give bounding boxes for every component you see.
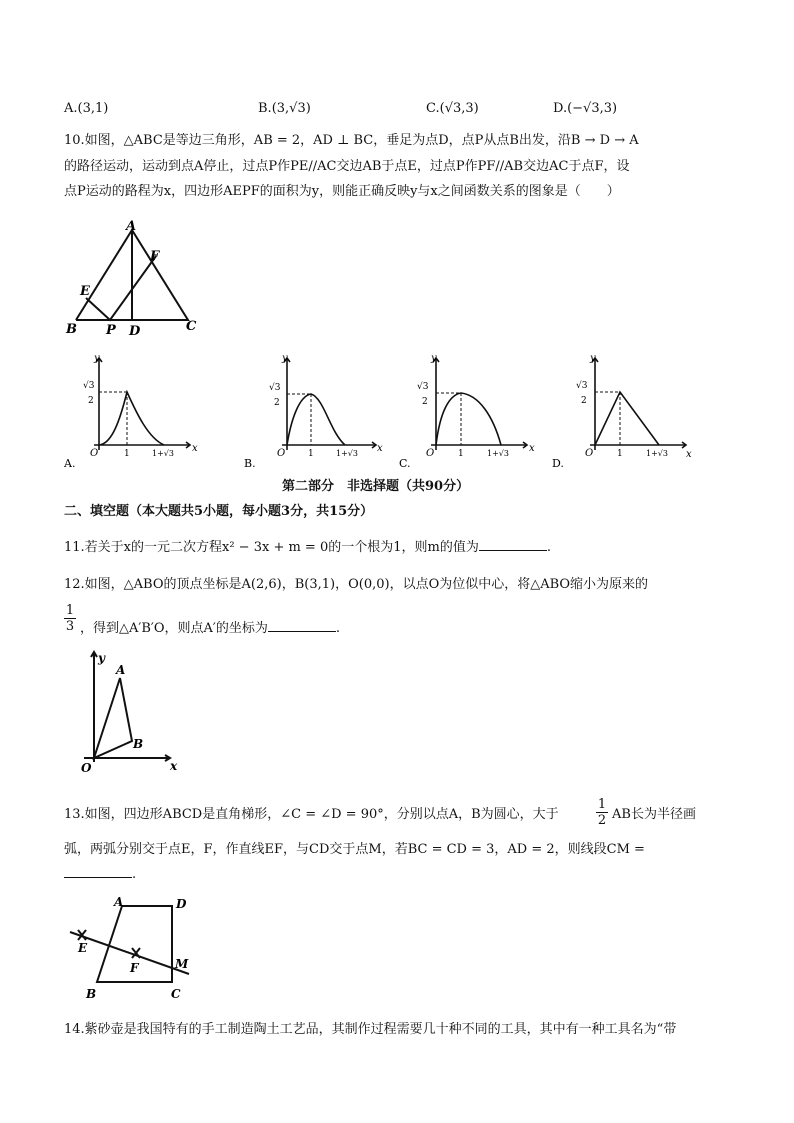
svg-text:B: B	[133, 737, 144, 751]
fill-in-heading: 二、填空题（本大题共5小题，每小题3分，共15分）	[64, 504, 374, 519]
q10-graph-a	[64, 350, 204, 472]
svg-text:y: y	[282, 353, 288, 364]
q10-graph-b	[244, 350, 384, 472]
svg-text:1+√3: 1+√3	[487, 449, 509, 458]
svg-text:1+√3: 1+√3	[646, 449, 668, 458]
svg-text:B: B	[86, 987, 97, 1001]
q9-option-d: D.(−√3,3)	[553, 101, 618, 116]
label-f: F	[150, 249, 160, 264]
svg-text:O: O	[277, 448, 286, 459]
graph-d-label: D.	[552, 457, 564, 470]
svg-text:O: O	[426, 448, 435, 459]
svg-text:O: O	[90, 448, 99, 459]
svg-text:y: y	[94, 353, 100, 364]
svg-text:2: 2	[274, 398, 280, 408]
q13-fraction: 1 2	[597, 797, 607, 828]
graph-a-label: A.	[64, 457, 76, 470]
graph-b-label: B.	[244, 457, 256, 470]
q13-answer-blank[interactable]	[64, 865, 132, 878]
label-e: E	[80, 284, 90, 299]
q13-line1b: AB长为半径画	[612, 807, 696, 822]
q12-line1: 12.如图，△ABO的顶点坐标是A(2,6)，B(3,1)，O(0,0)，以点O为位似中心，将△ABO缩小为原来的	[64, 577, 649, 592]
section-title: 第二部分 非选择题（共90分）	[282, 479, 470, 494]
svg-text:2: 2	[422, 397, 428, 407]
svg-text:y: y	[590, 353, 596, 364]
svg-text:E: E	[78, 941, 88, 955]
svg-text:1: 1	[617, 449, 623, 459]
q12-fraction: 1 3	[65, 603, 75, 634]
svg-text:C: C	[171, 987, 181, 1001]
q9-option-b: B.(3,√3)	[258, 101, 311, 116]
q10-line1: 10.如图，△ABC是等边三角形，AB = 2，AD ⊥ BC，垂足为点D，点P从点B出发，沿B → D → A	[64, 133, 639, 148]
svg-text:A: A	[114, 895, 124, 909]
svg-text:x: x	[170, 759, 178, 773]
q14-line1: 14.紫砂壶是我国特有的手工制造陶土工艺品，其制作过程需要几十种不同的工具，其中有一种工具名为“带	[64, 1022, 677, 1037]
svg-text:x: x	[529, 443, 535, 454]
svg-text:A: A	[116, 663, 126, 677]
q10-graph-d	[552, 350, 692, 472]
q12-coordinate-figure	[64, 648, 194, 774]
label-d: D	[129, 324, 141, 339]
q13-answer: .	[64, 865, 136, 883]
q12-line2: ，得到△A′B′O，则点A′的坐标为 .	[80, 621, 340, 636]
q10-line3: 点P运动的路程为x，四边形AEPF的面积为y，则能正确反映y与x之间函数关系的图象是（ ）	[64, 184, 620, 199]
svg-text:2: 2	[88, 396, 94, 406]
svg-text:x: x	[686, 449, 692, 460]
svg-text:y: y	[431, 353, 437, 364]
q10-graph-c	[399, 350, 539, 472]
q13-trapezoid-figure	[64, 890, 204, 1008]
q10-triangle-figure	[64, 218, 214, 340]
q10-line2: 的路径运动，运动到点A停止，过点P作PE//AC交边AB于点E，过点P作PF//AB交边AC于点F，设	[64, 159, 630, 174]
svg-text:√3: √3	[417, 382, 429, 392]
svg-text:x: x	[192, 443, 198, 454]
svg-text:D: D	[176, 897, 187, 911]
svg-text:M: M	[175, 957, 189, 971]
svg-text:1+√3: 1+√3	[336, 449, 358, 458]
q12-answer-blank[interactable]	[268, 619, 336, 632]
label-a: A	[126, 219, 137, 234]
svg-text:√3: √3	[83, 381, 95, 391]
graph-c-label: C.	[399, 457, 411, 470]
q13-line1a: 13.如图，四边形ABCD是直角梯形，∠C = ∠D = 90°，分别以点A，B为圆心，大于	[64, 807, 559, 822]
q11-text: 11.若关于x的一元二次方程x² − 3x + m = 0的一个根为1，则m的值为 .	[64, 540, 551, 555]
svg-text:1: 1	[458, 449, 464, 459]
label-p: P	[106, 323, 116, 338]
svg-text:O: O	[81, 761, 92, 774]
q11-answer-blank[interactable]	[479, 538, 547, 551]
svg-text:1: 1	[124, 449, 130, 459]
svg-text:1+√3: 1+√3	[152, 449, 174, 458]
triangle-abo	[94, 678, 132, 758]
svg-text:1: 1	[308, 449, 314, 459]
label-c: C	[186, 319, 197, 334]
svg-text:O: O	[585, 448, 594, 459]
svg-text:y: y	[98, 651, 105, 665]
q9-option-a: A.(3,1)	[64, 101, 109, 116]
svg-text:√3: √3	[269, 383, 281, 393]
svg-text:F: F	[130, 961, 139, 975]
q9-option-c: C.(√3,3)	[426, 101, 479, 116]
svg-text:2: 2	[581, 396, 587, 406]
svg-text:x: x	[377, 443, 383, 454]
q13-line2: 弧，两弧分别交于点E，F，作直线EF，与CD交于点M，若BC = CD = 3，AD = 2，则线段CM =	[64, 842, 645, 857]
svg-text:√3: √3	[576, 381, 588, 391]
label-b: B	[66, 322, 77, 337]
